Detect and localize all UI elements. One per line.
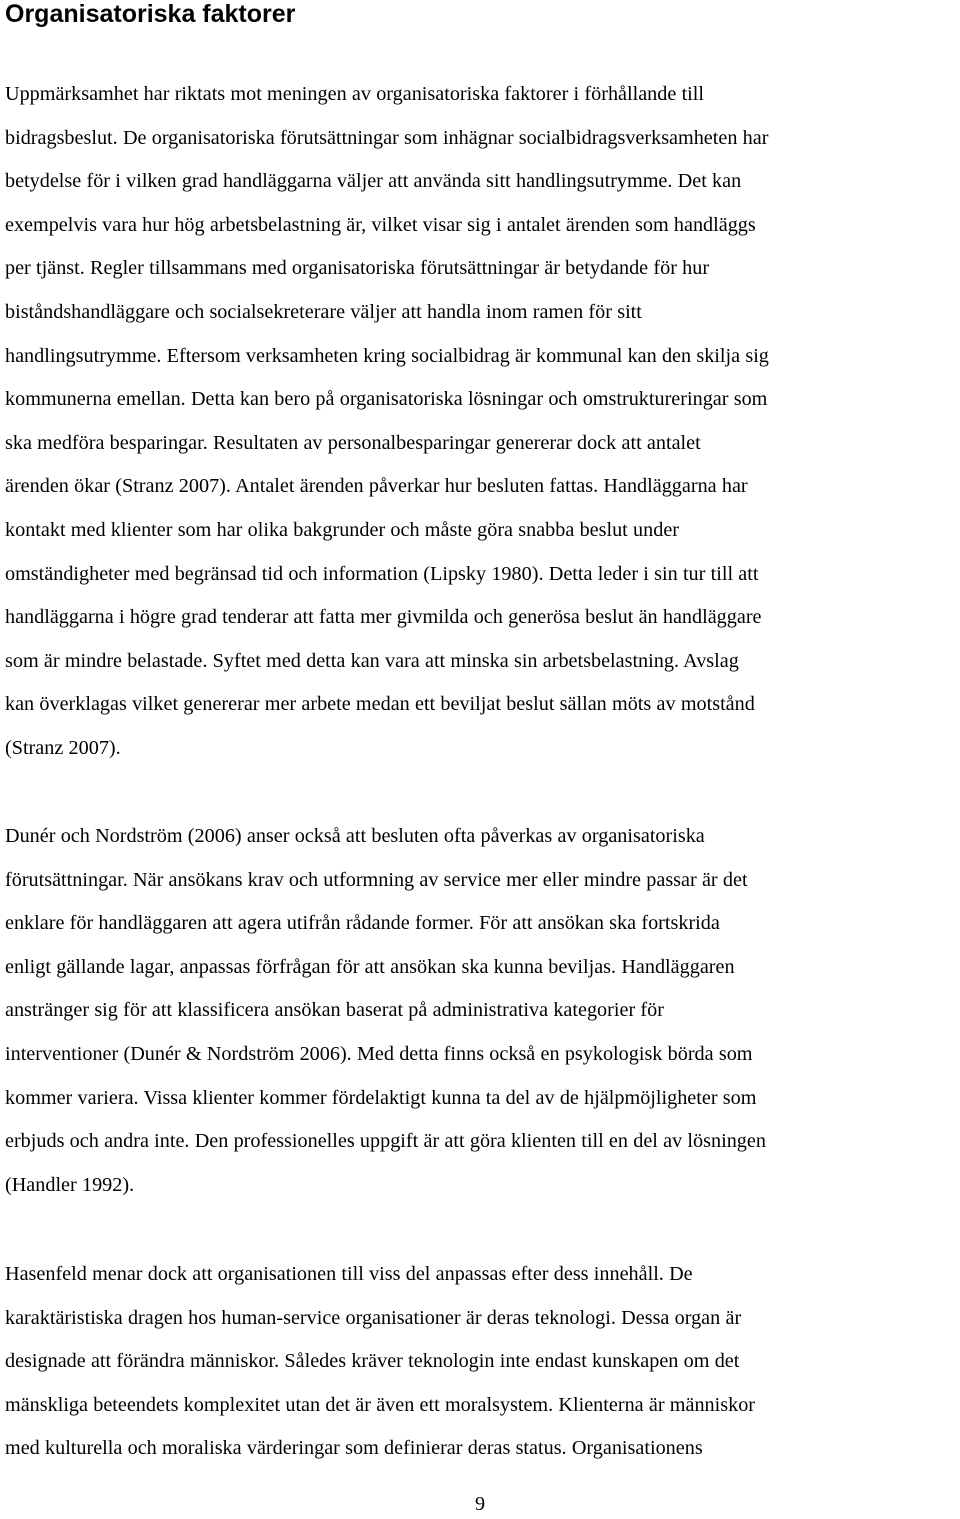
text-line: som är mindre belastade. Syftet med detta kan vara att minska sin arbetsbelastning. Avslag [5, 649, 739, 672]
text-line: betydelse för i vilken grad handläggarna väljer att använda sitt handlingsutrymme. Det kan [5, 170, 742, 193]
text-line: bidragsbeslut. De organisatoriska förutsättningar som inhägnar socialbidragsverksamheten har [5, 126, 769, 149]
text-line: Hasenfeld menar dock att organisationen till viss del anpassas efter dess innehåll. De [5, 1263, 693, 1285]
paragraph-duner-nordstrom [5, 815, 766, 1207]
text-line: ärenden ökar (Stranz 2007). Antalet ärenden påverkar hur besluten fattas. Handläggarna har [5, 475, 748, 498]
text-line: förutsättningar. När ansökans krav och utformning av service mer eller mindre passar är det [5, 868, 748, 891]
text-line: per tjänst. Regler tillsammans med organisatoriska förutsättningar är betydande för hur [5, 257, 710, 280]
text-line: enklare för handläggaren att agera utifrån rådande former. För att ansökan ska fortskrida [5, 912, 720, 935]
text-line: ska medföra besparingar. Resultaten av personalbesparingar genererar dock att antalet [5, 431, 701, 454]
text-line: anstränger sig för att klassificera ansökan baserat på administrativa kategorier för [5, 999, 664, 1022]
text-line: kan överklagas vilket genererar mer arbete medan ett beviljat beslut sällan möts av motstånd [5, 693, 755, 716]
text-line: exempelvis vara hur hög arbetsbelastning är, vilket visar sig i antalet ärenden som handläggs [5, 213, 756, 236]
section-heading: Organisatoriska faktorer [5, 0, 296, 28]
text-line: designade att förändra människor. Således kräver teknologin inte endast kunskapen om det [5, 1350, 740, 1373]
text-line: kommer variera. Vissa klienter kommer fördelaktigt kunna ta del av de hjälpmöjligheter som [5, 1086, 757, 1109]
text-line: mänskliga beteendets komplexitet utan det är även ett moralsystem. Klienterna är människor [5, 1393, 756, 1416]
text-line: (Handler 1992). [5, 1173, 135, 1196]
text-line: Uppmärksamhet har riktats mot meningen av organisatoriska faktorer i förhållande till [5, 83, 705, 105]
text-line: med kulturella och moraliska värderingar som definierar deras status. Organisationens [5, 1437, 703, 1460]
text-line: handläggarna i högre grad tenderar att fatta mer givmilda och generösa beslut än handläggare [5, 606, 762, 629]
paragraph-hasenfeld [5, 1253, 755, 1471]
paragraph-organisational-factors [5, 73, 769, 771]
text-line: erbjuds och andra inte. Den professionelles uppgift är att göra klienten till en del av lösningen [5, 1130, 766, 1153]
text-line: (Stranz 2007). [5, 736, 121, 759]
text-line: enligt gällande lagar, anpassas förfrågan för att ansökan ska kunna beviljas. Handläggaren [5, 955, 735, 978]
document-page [5, 0, 957, 1460]
text-line: handlingsutrymme. Eftersom verksamheten kring socialbidrag är kommunal kan den skilja sig [5, 344, 769, 367]
page-number: 9 [474, 1493, 486, 1515]
text-line: Dunér och Nordström (2006) anser också att besluten ofta påverkas av organisatoriska [5, 825, 705, 847]
text-line: biståndshandläggare och socialsekreterare väljer att handla inom ramen för sitt [5, 300, 642, 323]
text-line: kommunerna emellan. Detta kan bero på organisatoriska lösningar och omstruktureringar som [5, 388, 768, 411]
text-line: omständigheter med begränsad tid och information (Lipsky 1980). Detta leder i sin tur till att [5, 562, 759, 585]
text-line: kontakt med klienter som har olika bakgrunder och måste göra snabba beslut under [5, 518, 679, 541]
text-line: interventioner (Dunér & Nordström 2006). Med detta finns också en psykologisk börda som [5, 1042, 753, 1065]
text-line: karaktäristiska dragen hos human-service organisationer är deras teknologi. Dessa organ är [5, 1306, 742, 1329]
